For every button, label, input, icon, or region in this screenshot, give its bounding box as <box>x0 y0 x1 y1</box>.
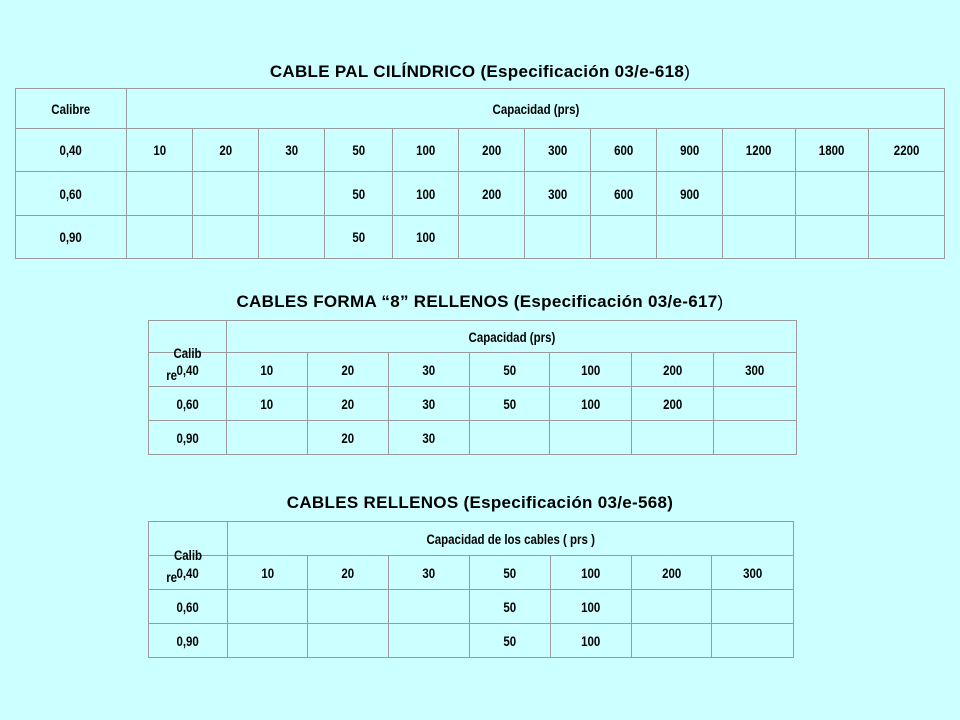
table-cell <box>632 624 712 658</box>
table3-calibre-cell: 0,60 <box>149 590 228 624</box>
table-cell: 1800 <box>796 129 869 172</box>
table-cell <box>714 387 797 421</box>
table-cell <box>259 216 325 259</box>
table-cell <box>591 216 657 259</box>
table1-calibre-cell: 0,60 <box>16 172 127 216</box>
table-cell <box>712 590 794 624</box>
table-cell <box>127 172 193 216</box>
table-row <box>16 216 945 259</box>
table2-calibre-cell: 0,40 <box>149 353 227 387</box>
table-cell: 100 <box>551 556 632 590</box>
table-cell: 300 <box>714 353 797 387</box>
table-cell <box>389 624 470 658</box>
table-cell <box>632 590 712 624</box>
table-cell: 900 <box>657 129 723 172</box>
table-cell: 300 <box>525 129 591 172</box>
table-cell: 900 <box>657 172 723 216</box>
table-cell: 30 <box>389 387 470 421</box>
table-row <box>16 172 945 216</box>
table-cell: 200 <box>459 172 525 216</box>
table3-header-row <box>149 522 794 556</box>
table-cell: 300 <box>712 556 794 590</box>
table1-title-paren: ) <box>684 62 691 81</box>
table-cell: 100 <box>551 624 632 658</box>
table-row <box>149 556 794 590</box>
table-row <box>149 590 794 624</box>
table-cell: 1200 <box>723 129 796 172</box>
table-cell: 50 <box>325 216 393 259</box>
table3-header-calibre-line1: Calib <box>173 546 203 563</box>
table-cell: 30 <box>389 421 470 455</box>
table-cell <box>723 216 796 259</box>
table-cell: 20 <box>308 556 389 590</box>
table-cell: 10 <box>127 129 193 172</box>
table-cell <box>227 421 308 455</box>
table-cell: 20 <box>308 387 389 421</box>
table-cell: 100 <box>393 172 459 216</box>
table-cell: 50 <box>470 387 550 421</box>
table-cell <box>308 624 389 658</box>
table2-title <box>0 292 960 312</box>
table-cell <box>796 216 869 259</box>
table-cell: 30 <box>259 129 325 172</box>
table1-calibre-cell: 0,90 <box>16 216 127 259</box>
table3-calibre-cell: 0,90 <box>149 624 228 658</box>
table-cell <box>193 172 259 216</box>
table-cell: 200 <box>459 129 525 172</box>
table3-header-calibre-line2: re <box>166 568 178 585</box>
table2-header-calibre-line2: re <box>166 366 178 383</box>
table-cell <box>869 172 945 216</box>
table-cell: 600 <box>591 172 657 216</box>
table-cell <box>459 216 525 259</box>
table2-calibre-cell: 0,60 <box>149 387 227 421</box>
table-cell: 20 <box>193 129 259 172</box>
table-cell: 50 <box>470 624 551 658</box>
table-cell: 100 <box>393 216 459 259</box>
table-cell <box>308 590 389 624</box>
table1 <box>15 88 945 259</box>
table-cell: 200 <box>632 353 714 387</box>
table-cell <box>723 172 796 216</box>
table-cell <box>127 216 193 259</box>
table1-calibre-cell: 0,40 <box>16 129 127 172</box>
table1-header-calibre: Calibre <box>16 89 127 129</box>
table-cell: 20 <box>308 421 389 455</box>
table-cell <box>470 421 550 455</box>
table-row <box>149 624 794 658</box>
table-cell: 200 <box>632 556 712 590</box>
table-cell: 50 <box>325 129 393 172</box>
table-cell: 100 <box>393 129 459 172</box>
table3 <box>148 521 794 658</box>
table-cell: 10 <box>228 556 308 590</box>
table-cell <box>632 421 714 455</box>
table-cell <box>712 624 794 658</box>
table-cell: 50 <box>470 353 550 387</box>
table1-title-main: CABLE PAL CILÍNDRICO (Especificación 03/e-618 <box>269 62 685 81</box>
table-cell: 2200 <box>869 129 945 172</box>
table-cell: 300 <box>525 172 591 216</box>
table1-title <box>0 62 960 82</box>
table2-calibre-cell: 0,90 <box>149 421 227 455</box>
table-cell <box>657 216 723 259</box>
table-cell <box>869 216 945 259</box>
table-cell <box>796 172 869 216</box>
table1-header-row <box>16 89 945 129</box>
table-row <box>16 129 945 172</box>
table-cell: 30 <box>389 353 470 387</box>
table-cell: 200 <box>632 387 714 421</box>
table-cell: 10 <box>227 387 308 421</box>
table-cell <box>259 172 325 216</box>
table3-calibre-cell: 0,40 <box>149 556 228 590</box>
table-cell: 50 <box>325 172 393 216</box>
table-row <box>149 353 797 387</box>
table-cell: 10 <box>227 353 308 387</box>
table-cell: 100 <box>550 387 632 421</box>
table-cell: 600 <box>591 129 657 172</box>
table1-header-capacidad: Capacidad (prs) <box>127 89 945 129</box>
table2-header-calibre-line1: Calib <box>173 344 202 361</box>
table3-title <box>0 493 960 513</box>
table2-header-capacidad: Capacidad (prs) <box>227 321 797 353</box>
table-cell <box>525 216 591 259</box>
table-cell: 30 <box>389 556 470 590</box>
table-cell <box>228 624 308 658</box>
table2 <box>148 320 797 455</box>
table-cell <box>193 216 259 259</box>
table-cell <box>228 590 308 624</box>
table2-title-paren: ) <box>717 292 724 311</box>
table-row <box>149 421 797 455</box>
table2-header-row <box>149 321 797 353</box>
table3-title-main: CABLES RELLENOS (Especificación 03/e-568) <box>286 493 674 512</box>
table-cell <box>714 421 797 455</box>
table-cell: 50 <box>470 590 551 624</box>
table-cell <box>389 590 470 624</box>
table-row <box>149 387 797 421</box>
table-cell <box>550 421 632 455</box>
table3-header-capacidad: Capacidad de los cables ( prs ) <box>228 522 794 556</box>
table-cell: 20 <box>308 353 389 387</box>
table-cell: 100 <box>550 353 632 387</box>
table-cell: 100 <box>551 590 632 624</box>
table-cell: 50 <box>470 556 551 590</box>
table2-title-main: CABLES FORMA “8” RELLENOS (Especificación 03/e-617 <box>236 292 718 311</box>
